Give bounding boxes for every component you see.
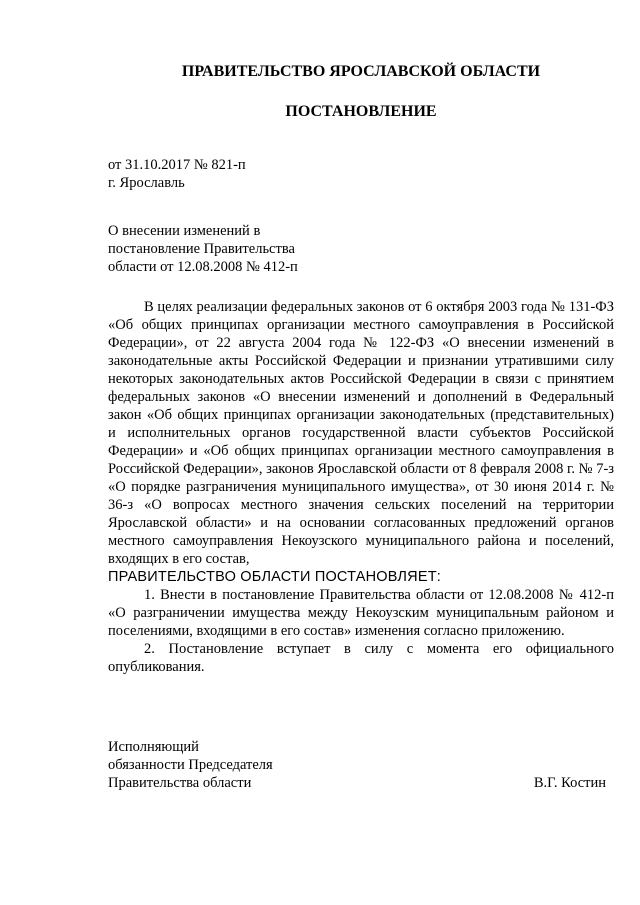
subject-line: области от 12.08.2008 № 412-п <box>108 259 298 275</box>
document-subject <box>108 222 298 276</box>
document-type: ПОСТАНОВЛЕНИЕ <box>285 103 437 120</box>
document-body <box>108 298 614 676</box>
subject-line: постановление Правительства <box>108 241 295 257</box>
decree-item-2: 2. Постановление вступает в силу с момента его официального опубликования. <box>108 641 614 675</box>
preamble-paragraph: В целях реализации федеральных законов от 6 октября 2003 года № 131-ФЗ «Об общих принципах организации местного самоуправления в Российской Федерации», от 22 августа 2004 года № 122-ФЗ «О внесении изменений в законодательные акты Российской Федерации и признании утратившими силу некоторых законодательных актов Российской Федерации в связи с принятием федеральных законов «О внесении изменений и дополнений в Федеральный закон «Об общих принципах организации законодательных (представительных) и исполнительных органов государственной власти субъектов Российской Федерации» и «Об общих принципах организации местного самоуправления в Российской Федерации», законов Ярославской области от 8 февраля 2008 г. № 7-з «О порядке разграничения муниципального имущества», от 30 июня 2014 г. № 36-з «О вопросах местного значения сельских поселений на территории Ярославской области» и на основании согласованных предложений органов местного самоуправления Некоузского муниципального района и поселений, входящих в его состав, <box>108 299 614 567</box>
signer-name: В.Г. Костин <box>533 775 606 791</box>
city: г. Ярославль <box>108 175 185 191</box>
signature-block <box>108 738 606 792</box>
signer-position-line: Правительства области <box>108 775 252 791</box>
subject-line: О внесении изменений в <box>108 223 261 239</box>
signer-position-line: Исполняющий <box>108 739 199 755</box>
government-title: ПРАВИТЕЛЬСТВО ЯРОСЛАВСКОЙ ОБЛАСТИ <box>181 63 541 80</box>
signer-position-line: обязанности Председателя <box>108 757 273 773</box>
document-meta <box>108 156 246 192</box>
decree-item-1: 1. Внести в постановление Правительства области от 12.08.2008 № 412-п «О разграничении имущества между Некоузским муниципальным районом и поселениями, входящими в его состав» изменения согласно приложению. <box>108 587 614 639</box>
decree-line: ПРАВИТЕЛЬСТВО ОБЛАСТИ ПОСТАНОВЛЯЕТ: <box>108 569 441 585</box>
date-number: от 31.10.2017 № 821-п <box>108 157 246 173</box>
